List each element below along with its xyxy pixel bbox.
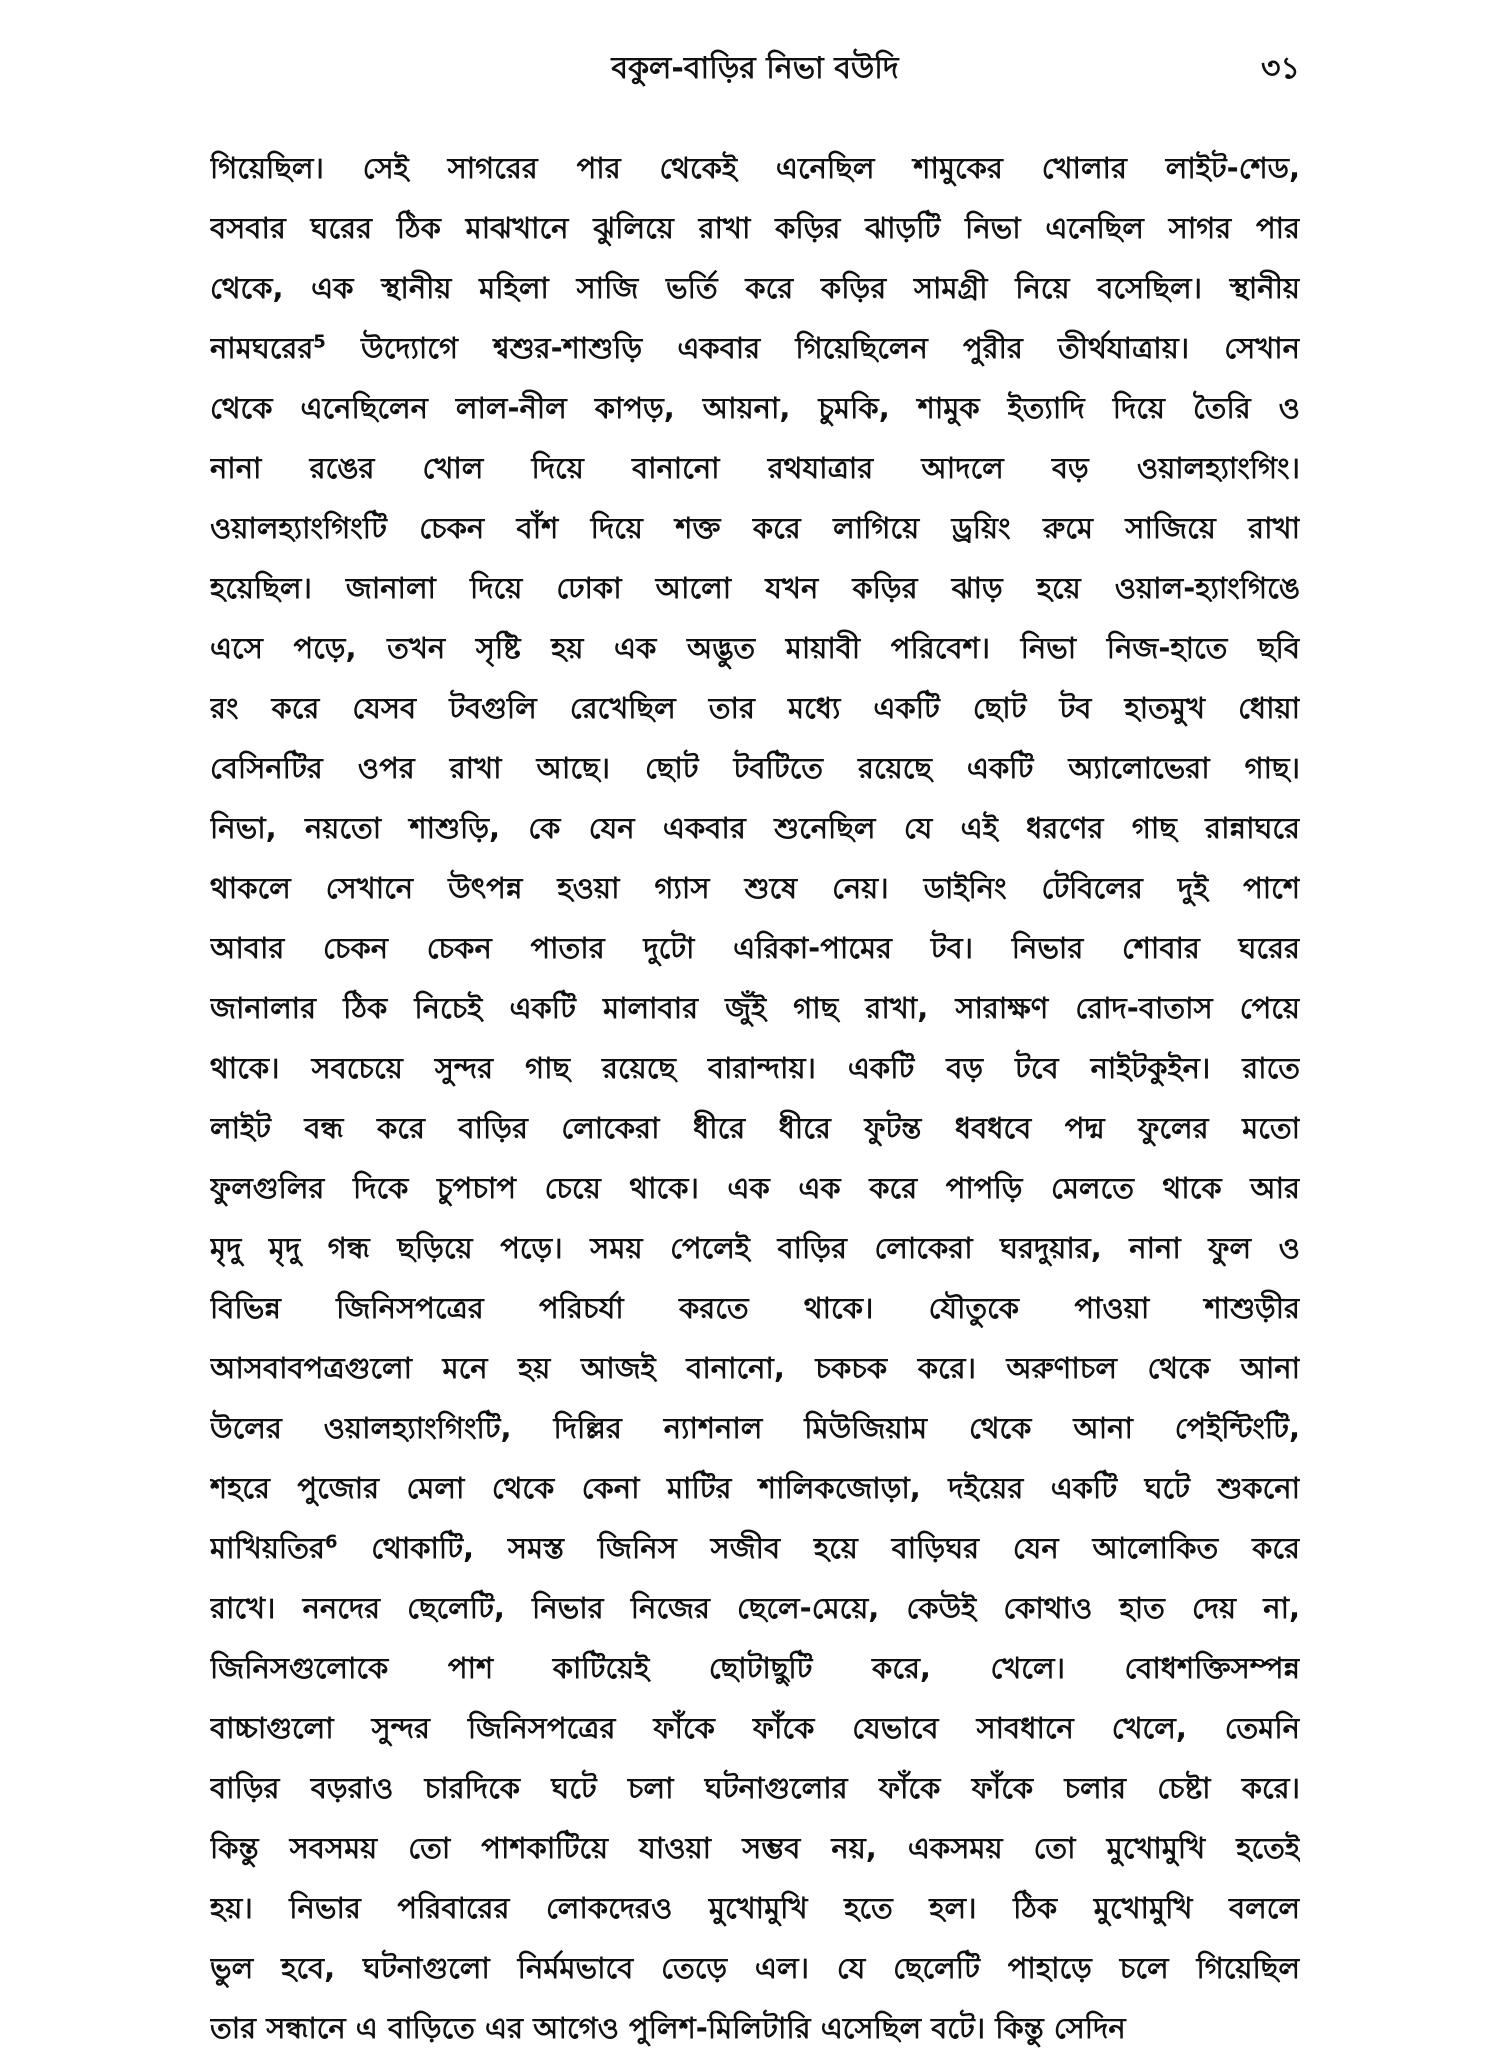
text-line-9: এসে পড়ে, তখন সৃষ্টি হয় এক অদ্ভুত মায়াবী পরিবেশ। নিভা নিজ-হাতে ছবি xyxy=(210,631,1300,665)
text-line-25: রাখে। ননদের ছেলেটি, নিভার নিজের ছেলে-মেয়ে, কেউই কোথাও হাত দেয় না, xyxy=(210,1591,1300,1625)
text-line-26: জিনিসগুলোকে পাশ কাটিয়েই ছোটাছুটি করে, খেলে। বোধশক্তিসম্পন্ন xyxy=(210,1651,1300,1685)
text-line-23: শহরে পুজোর মেলা থেকে কেনা মাটির শালিকজোড়া, দইয়ের একটি ঘটে শুকনো xyxy=(210,1471,1300,1505)
text-line-28: বাড়ির বড়রাও চারদিকে ঘটে চলা ঘটনাগুলোর ফাঁকে ফাঁকে চলার চেষ্টা করে। xyxy=(210,1771,1300,1805)
footnote-marker-5: 5 xyxy=(313,331,326,353)
text-line-14: আবার চেকন চেকন পাতার দুটো এরিকা-পামের টব। নিভার শোবার ঘরের xyxy=(210,931,1300,965)
page-number: ৩১ xyxy=(1261,51,1300,86)
text-line-4-rest: উদ্যোগে শ্বশুর-শাশুড়ি একবার গিয়েছিলেন পুরীর তীর্থযাত্রায়। সেখান xyxy=(361,331,1300,365)
text-line-1: গিয়েছিল। সেই সাগরের পার থেকেই এনেছিল শামুকের খোলার লাইট-শেড, xyxy=(210,151,1300,185)
text-line-24-prefix: মাখিয়তির xyxy=(210,1531,325,1565)
text-line-4-prefix: নামঘরের xyxy=(210,331,314,365)
text-line-12: নিভা, নয়তো শাশুড়ি, কে যেন একবার শুনেছিল যে এই ধরণের গাছ রান্নাঘরে xyxy=(210,811,1300,845)
text-line-3: থেকে, এক স্থানীয় মহিলা সাজি ভর্তি করে কড়ির সামগ্রী নিয়ে বসেছিল। স্থানীয় xyxy=(210,271,1300,305)
text-line-20: বিভিন্ন জিনিসপত্রের পরিচর্যা করতে থাকে। যৌতুকে পাওয়া শাশুড়ীর xyxy=(210,1291,1300,1325)
text-line-4 xyxy=(210,318,1300,378)
text-line-18: ফুলগুলির দিকে চুপচাপ চেয়ে থাকে। এক এক করে পাপড়ি মেলতে থাকে আর xyxy=(210,1171,1300,1205)
text-line-11: বেসিনটির ওপর রাখা আছে। ছোট টবটিতে রয়েছে একটি অ্যালোভেরা গাছ। xyxy=(210,751,1300,785)
text-line-24 xyxy=(210,1518,1300,1578)
text-line-31: ভুল হবে, ঘটনাগুলো নির্মমভাবে তেড়ে এল। যে ছেলেটি পাহাড়ে চলে গিয়েছিল xyxy=(210,1951,1300,1985)
text-line-19: মৃদু মৃদু গন্ধ ছড়িয়ে পড়ে। সময় পেলেই বাড়ির লোকেরা ঘরদুয়ার, নানা ফুল ও xyxy=(210,1231,1300,1265)
text-line-10: রং করে যেসব টবগুলি রেখেছিল তার মধ্যে একটি ছোট টব হাতমুখ ধোয়া xyxy=(210,691,1300,725)
text-line-15: জানালার ঠিক নিচেই একটি মালাবার জুঁই গাছ রাখা, সারাক্ষণ রোদ-বাতাস পেয়ে xyxy=(210,991,1300,1025)
text-line-8: হয়েছিল। জানালা দিয়ে ঢোকা আলো যখন কড়ির ঝাড় হয়ে ওয়াল-হ্যাংগিঙে xyxy=(210,571,1300,605)
text-line-2: বসবার ঘরের ঠিক মাঝখানে ঝুলিয়ে রাখা কড়ির ঝাড়টি নিভা এনেছিল সাগর পার xyxy=(210,211,1300,245)
body-paragraph xyxy=(210,138,1300,2058)
text-line-21: আসবাবপত্রগুলো মনে হয় আজই বানানো, চকচক করে। অরুণাচল থেকে আনা xyxy=(210,1351,1300,1385)
text-line-17: লাইট বন্ধ করে বাড়ির লোকেরা ধীরে ধীরে ফুটন্ত ধবধবে পদ্ম ফুলের মতো xyxy=(210,1111,1300,1145)
text-line-27: বাচ্চাগুলো সুন্দর জিনিসপত্রের ফাঁকে ফাঁকে যেভাবে সাবধানে খেলে, তেমনি xyxy=(210,1711,1300,1745)
text-line-29: কিন্তু সবসময় তো পাশকাটিয়ে যাওয়া সম্ভব নয়, একসময় তো মুখোমুখি হতেই xyxy=(210,1831,1300,1865)
text-line-24-rest: থোকাটি, সমস্ত জিনিস সজীব হয়ে বাড়িঘর যেন আলোকিত করে xyxy=(371,1531,1300,1565)
text-line-22: উলের ওয়ালহ্যাংগিংটি, দিল্লির ন্যাশনাল মিউজিয়াম থেকে আনা পেইন্টিংটি, xyxy=(210,1411,1300,1445)
running-head xyxy=(210,44,1300,94)
text-line-30: হয়। নিভার পরিবারের লোকদেরও মুখোমুখি হতে হল। ঠিক মুখোমুখি বললে xyxy=(210,1891,1300,1925)
text-line-13: থাকলে সেখানে উৎপন্ন হওয়া গ্যাস শুষে নেয়। ডাইনিং টেবিলের দুই পাশে xyxy=(210,871,1300,905)
running-head-title: বকুল-বাড়ির নিভা বউদি xyxy=(611,51,899,86)
text-line-32: তার সন্ধানে এ বাড়িতে এর আগেও পুলিশ-মিলিটারি এসেছিল বটে। কিন্তু সেদিন xyxy=(210,2011,1126,2045)
text-line-5: থেকে এনেছিলেন লাল-নীল কাপড়, আয়না, চুমকি, শামুক ইত্যাদি দিয়ে তৈরি ও xyxy=(210,391,1300,425)
footnote-marker-6: 6 xyxy=(324,1531,338,1553)
text-line-7: ওয়ালহ্যাংগিংটি চেকন বাঁশ দিয়ে শক্ত করে লাগিয়ে ড্রয়িং রুমে সাজিয়ে রাখা xyxy=(210,511,1300,545)
text-line-6: নানা রঙের খোল দিয়ে বানানো রথযাত্রার আদলে বড় ওয়ালহ্যাংগিং। xyxy=(210,451,1300,485)
text-line-16: থাকে। সবচেয়ে সুন্দর গাছ রয়েছে বারান্দায়। একটি বড় টবে নাইটকুইন। রাতে xyxy=(210,1051,1300,1085)
